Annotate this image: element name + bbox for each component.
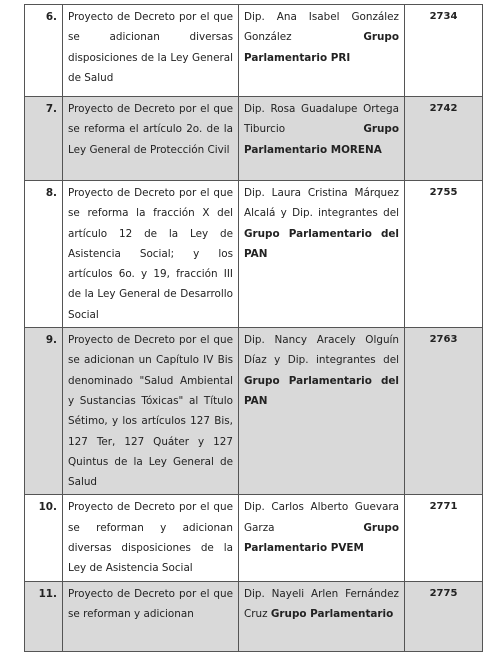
table-row (25, 581, 483, 651)
initiative-id: 2775 (405, 581, 483, 651)
initiatives-table (24, 4, 483, 652)
initiative-id: 2771 (405, 495, 483, 581)
initiative-id: 2763 (405, 328, 483, 495)
table-row (25, 181, 483, 328)
initiative-title: Proyecto de Decreto por el que se adicionan diversas disposiciones de la Ley General de Salud (63, 5, 239, 97)
party-name: Grupo Parlamentario del PAN (244, 374, 399, 407)
party-name: Grupo Parlamentario (270, 607, 394, 620)
initiatives-table-body (25, 5, 483, 652)
party-name: Grupo Parlamentario MORENA (244, 123, 399, 156)
initiative-title: Proyecto de Decreto por el que se reforman y adicionan diversas disposiciones de la Ley de Asistencia Social (63, 495, 239, 581)
initiative-title: Proyecto de Decreto por el que se reforma la fracción X del artículo 12 de la Ley de Asistencia Social; y los artículos 6o. y 19, fracción III de la Ley General de Desarrollo Social (63, 181, 239, 328)
author-name: Dip. Nancy Aracely Olguín Díaz y Dip. integrantes del (244, 334, 399, 367)
author-cell (239, 495, 405, 581)
initiative-title: Proyecto de Decreto por el que se reforman y adicionan (63, 581, 239, 651)
initiative-id: 2734 (405, 5, 483, 97)
initiative-title: Proyecto de Decreto por el que se adicionan un Capítulo IV Bis denominado "Salud Ambiental y Sustancias Tóxicas" al Título Sétimo, y los artículos 127 Bis, 127 Ter, 127 Quáter y 127 Quintus de la Ley General de Salud (63, 328, 239, 495)
row-number: 7. (25, 97, 63, 181)
row-number: 11. (25, 581, 63, 651)
table-row (25, 5, 483, 97)
row-number: 10. (25, 495, 63, 581)
author-name: Dip. Nayeli Arlen Fernández Cruz (244, 587, 399, 620)
author-cell (239, 5, 405, 97)
author-cell (239, 328, 405, 495)
row-number: 8. (25, 181, 63, 328)
initiative-id: 2742 (405, 97, 483, 181)
party-name: Grupo Parlamentario PVEM (244, 521, 399, 555)
party-name: Grupo Parlamentario del PAN (244, 227, 399, 260)
table-row (25, 97, 483, 181)
table-row (25, 495, 483, 581)
author-name: Dip. Rosa Guadalupe Ortega Tiburcio (244, 103, 399, 136)
initiative-id: 2755 (405, 181, 483, 328)
author-cell (239, 181, 405, 328)
author-cell (239, 97, 405, 181)
author-name: Dip. Laura Cristina Márquez Alcalá y Dip. integrantes del (244, 187, 399, 220)
initiative-title: Proyecto de Decreto por el que se reforma el artículo 2o. de la Ley General de Protección Civil (63, 97, 239, 181)
author-name: Dip. Carlos Alberto Guevara Garza (244, 501, 399, 534)
author-name: Dip. Ana Isabel González González (244, 11, 399, 44)
row-number: 9. (25, 328, 63, 495)
party-name: Grupo Parlamentario PRI (244, 31, 399, 64)
row-number: 6. (25, 5, 63, 97)
author-cell (239, 581, 405, 651)
table-row (25, 328, 483, 495)
